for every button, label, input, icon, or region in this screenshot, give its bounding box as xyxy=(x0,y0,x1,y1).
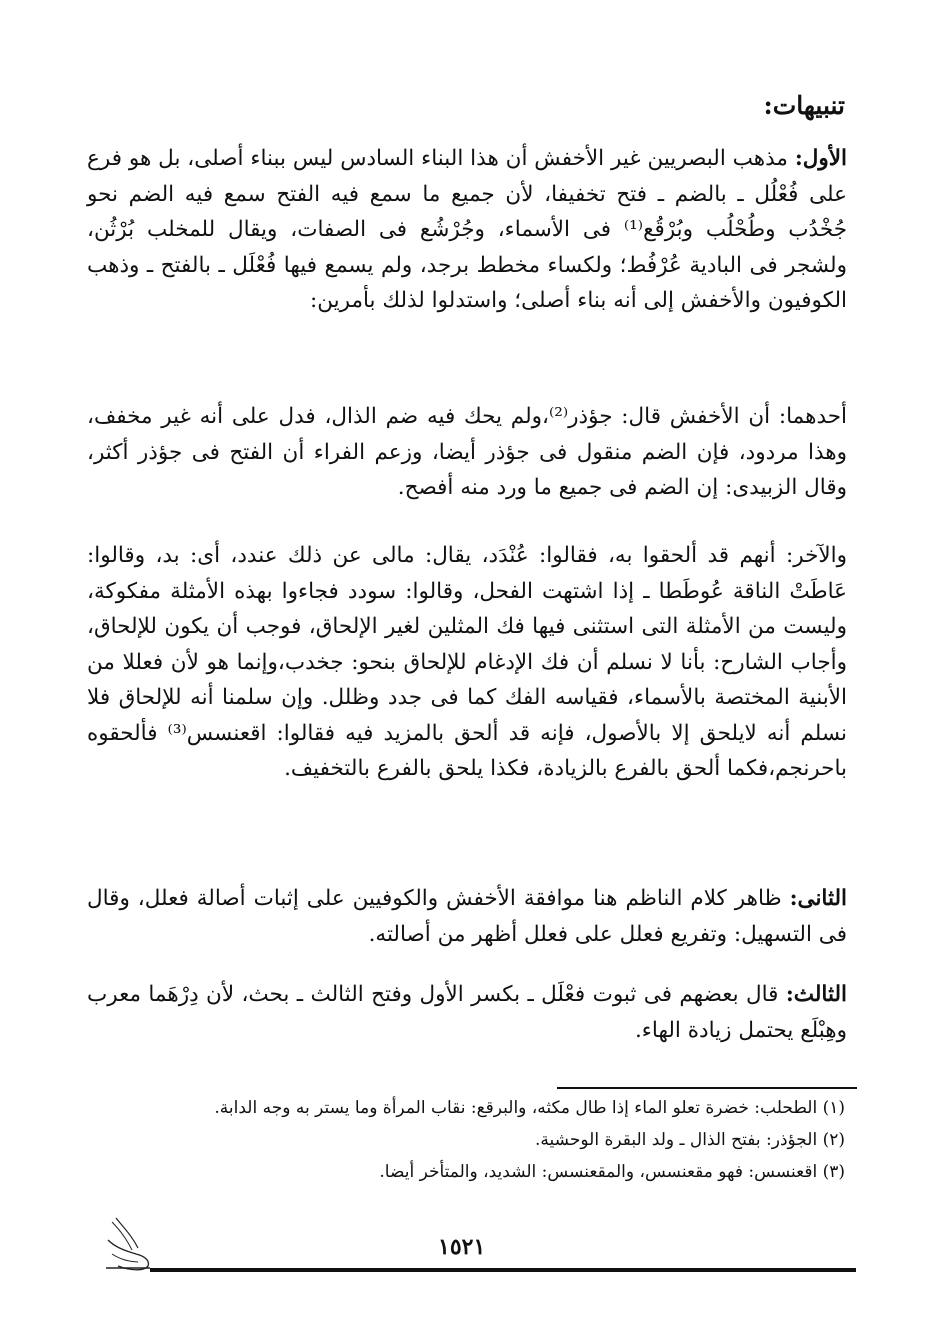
paragraph-third xyxy=(87,538,847,787)
paragraph-text: مذهب البصريين غير الأخفش أن هذا البناء السادس ليس ببناء أصلى، بل هو فرع على فُعْلُل ـ بالضم ـ فتح تخفيفا، لأن جميع ما سمع فيه الفتح سمع فيه الضم نحو جُخْدُب وطُحْلُب وبُرْقُع⁽¹⁾ فى الأسماء، وجُرْشُع فى الصفات، ويقال للمخلب بُرْثُن، ولشجر فى البادية عُرْفُط؛ ولكساء مخطط برجد، ولم يسمع فيها فُعْلَل ـ بالفتح ـ وذهب الكوفيون والأخفش إلى أنه بناء أصلى؛ واستدلوا لذلك بأمرين: xyxy=(87,146,847,313)
paragraph-text: قال بعضهم فى ثبوت فعْلَل ـ بكسر الأول وفتح الثالث ـ بحث، لأن دِرْهَما معرب وهِبْلَع يحتمل زيادة الهاء. xyxy=(87,982,847,1043)
paragraph-first xyxy=(87,141,847,319)
paragraph-lead: الثانى: xyxy=(789,886,847,911)
paragraph-text: والآخر: أنهم قد ألحقوا به، فقالوا: عُنْدَد، يقال: مالى عن ذلك عندد، أى: بد، وقالوا: عَاطَتْ الناقة عُوطَطا ـ إذا اشتهت الفحل، وقالوا: سودد فجاءوا بهذه الأمثلة مفكوكة، وليست من الأمثلة التى استثنى فيها فك المثلين لغير الإلحاق، فوجب أن يكون للإلحاق، وأجاب الشارح: بأنا لا نسلم أن فك الإدغام للإلحاق بنحو: جخدب،وإنما هو لأن فعللا من الأبنية المختصة بالأسماء، فقياسه الفك كما فى جدد وظلل. وإن سلمنا أنه للإلحاق فلا نسلم أنه لايلحق إلا بالأصول، فإنه قد ألحق بالمزيد فيه فقالوا: اقعنسس⁽³⁾ فألحقوه باحرنجم،فكما ألحق بالفرع بالزيادة، فكذا يلحق بالفرع بالتخفيف. xyxy=(87,543,847,781)
footnotes xyxy=(105,1092,845,1188)
paragraph-text: ظاهر كلام الناظم هنا موافقة الأخفش والكوفيين على إثبات أصالة فعلل، وقال فى التسهيل: وتفريع فعلل على فعلل أظهر من أصالته. xyxy=(87,886,847,947)
footnote-separator xyxy=(557,1087,857,1089)
footnote-2: (٢) الجؤذر: بفتح الذال ـ ولد البقرة الوحشية. xyxy=(535,1130,845,1150)
quill-ornament-icon xyxy=(98,1210,158,1280)
page-bottom-rule xyxy=(150,1268,856,1272)
paragraph-fourth xyxy=(87,881,847,952)
footnote-1: (١) الطحلب: خضرة تعلو الماء إذا طال مكثه، والبرقع: نقاب المرأة وما يستر به وجه الدابة. xyxy=(214,1098,845,1118)
page-number: ١٥٢١ xyxy=(438,1234,486,1260)
paragraph-fifth xyxy=(87,977,847,1048)
paragraph-lead: الأول: xyxy=(794,146,847,171)
page-heading: تنبيهات: xyxy=(763,91,845,120)
paragraph-second xyxy=(87,399,847,506)
paragraph-text: أحدهما: أن الأخفش قال: جؤذر⁽²⁾،ولم يحك فيه ضم الذال، فدل على أنه غير مخفف، وهذا مردود، فإن الضم منقول فى جؤذر أيضا، وزعم الفراء أن الفتح فى جؤذر أكثر، وقال الزبيدى: إن الضم فى جميع ما ورد منه أفصح. xyxy=(87,404,847,500)
paragraph-lead: الثالث: xyxy=(785,982,847,1007)
footnote-3: (٣) اقعنسس: فهو مقعنسس، والمقعنسس: الشديد، والمتأخر أيضا. xyxy=(379,1162,845,1182)
